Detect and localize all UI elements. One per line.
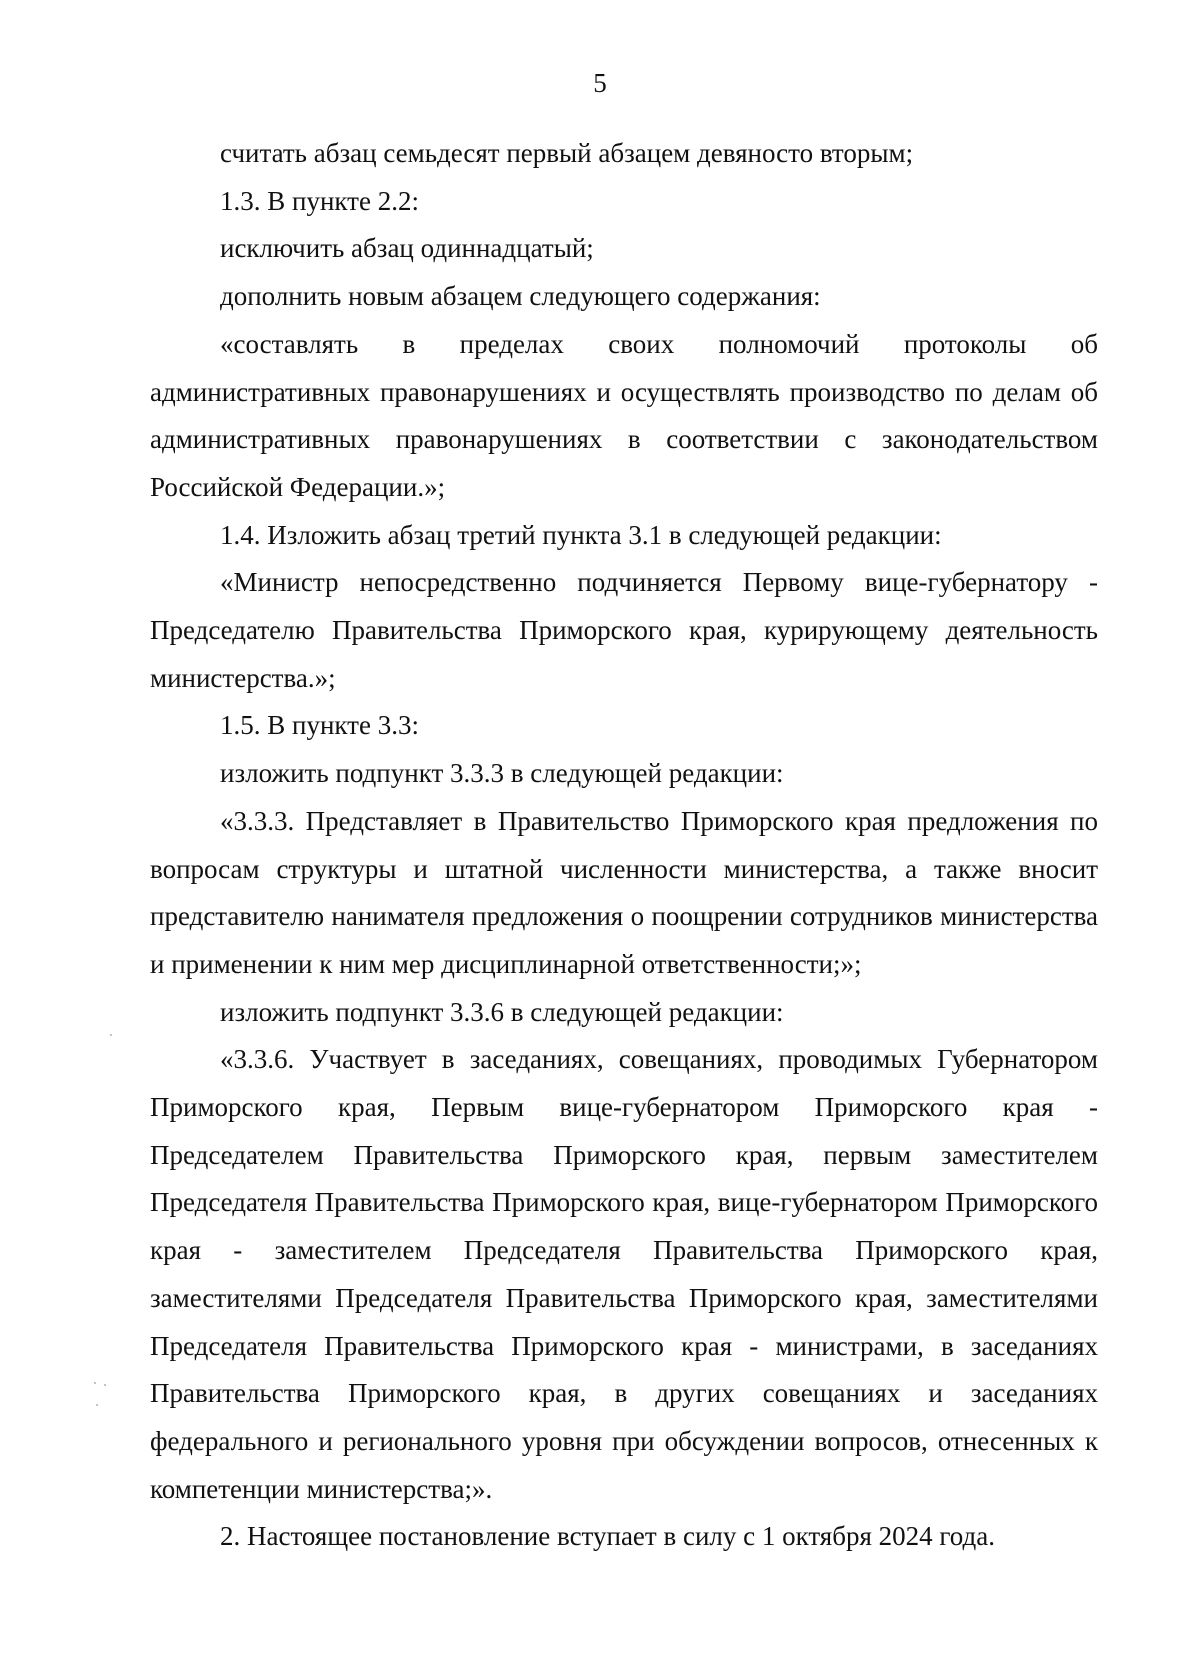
paragraph: считать абзац семьдесят первый абзацем девяносто вторым; <box>220 138 914 168</box>
paragraph: 2. Настоящее постановление вступает в силу с 1 октября 2024 года. <box>220 1521 995 1552</box>
paragraph: «Министр непосредственно подчиняется Первому вице-губернатору - Председателю Правительства Приморского края, курирующему деятельность министерства.»; <box>150 567 1098 693</box>
paragraph: изложить подпункт 3.3.6 в следующей редакции: <box>220 996 784 1027</box>
paragraph: дополнить новым абзацем следующего содержания: <box>220 281 821 312</box>
document-body <box>150 130 1098 1561</box>
page-number: 5 <box>593 68 607 98</box>
scan-speck <box>110 1034 112 1036</box>
scan-speck <box>96 1404 98 1406</box>
scan-speck <box>104 1384 106 1386</box>
paragraph: 1.5. В пункте 3.3: <box>220 710 419 741</box>
paragraph: 1.3. В пункте 2.2: <box>220 185 419 216</box>
paragraph: исключить абзац одиннадцатый; <box>220 233 594 264</box>
paragraph: «3.3.6. Участвует в заседаниях, совещаниях, проводимых Губернатором Приморского края, Первым вице-губернатором Приморского края - Председателем Правительства Приморского края, первым заместителем Председателя Правительства Приморского края, вице-губернатором Приморского края - заместителем Председателя Правительства Приморского края, заместителями Председателя Правительства Приморского края, заместителями Председателя Правительства Приморского края - министрами, в заседаниях Правительства Приморского края, в других совещаниях и заседаниях федерального и регионального уровня при обсуждении вопросов, отнесенных к компетенции министерства;». <box>150 1044 1098 1504</box>
paragraph: «составлять в пределах своих полномочий протоколы об административных правонарушениях и осуществлять производство по делам об административных правонарушениях в соответствии с законодательством Российской Федерации.»; <box>150 328 1098 502</box>
scan-speck <box>94 1382 96 1384</box>
paragraph: изложить подпункт 3.3.3 в следующей редакции: <box>220 758 784 789</box>
paragraph: 1.4. Изложить абзац третий пункта 3.1 в следующей редакции: <box>220 519 942 550</box>
paragraph: «3.3.3. Представляет в Правительство Приморского края предложения по вопросам структуры и штатной численности министерства, а также вносит представителю нанимателя предложения о поощрении сотрудников министерства и применении к ним мер дисциплинарной ответственности;»; <box>150 805 1098 979</box>
